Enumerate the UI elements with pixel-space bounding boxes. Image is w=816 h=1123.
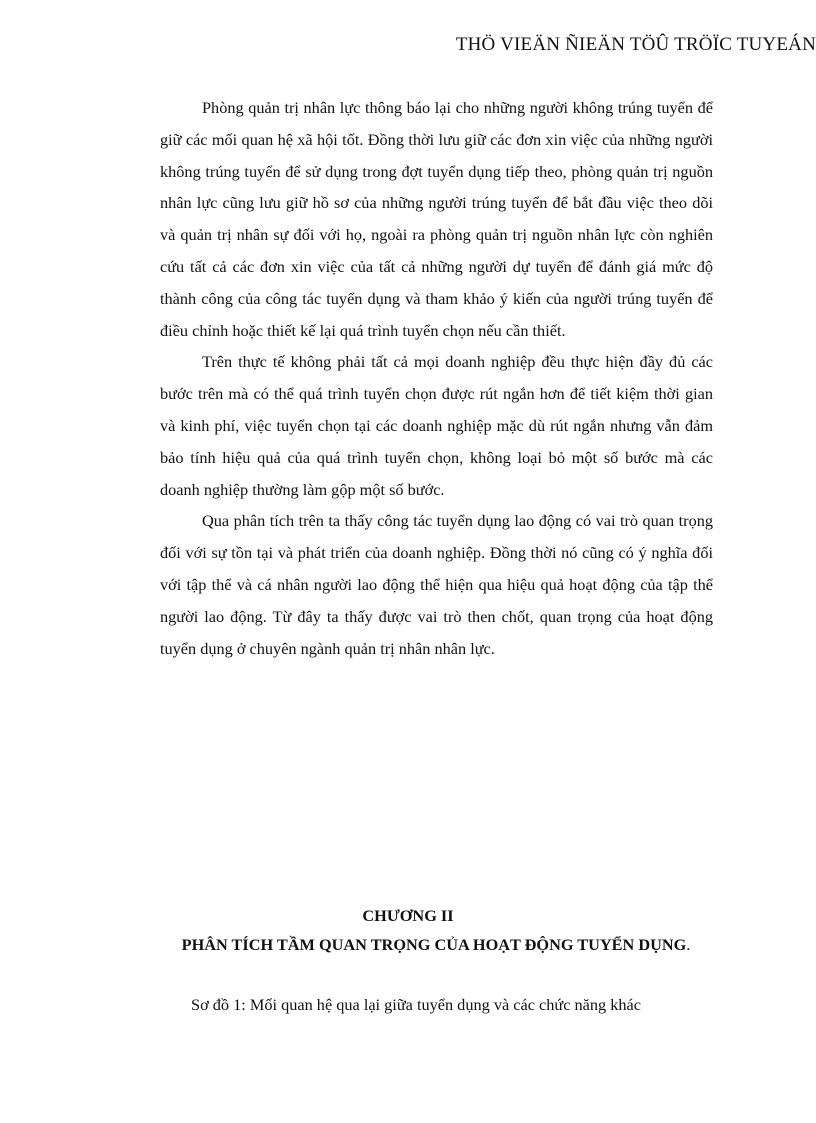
figure-caption: Sơ đồ 1: Mối quan hệ qua lại giữa tuyển dụng và các chức năng khác	[191, 995, 641, 1014]
paragraph-3: Qua phân tích trên ta thấy công tác tuyển dụng lao động có vai trò quan trọng đối với sự tồn tại và phát triển của doanh nghiệp. Đồng thời nó cũng có ý nghĩa đối với tập thể và cá nhân người lao động thể hiện qua hiệu quả hoạt động của tập thể người lao động. Từ đây ta thấy được vai trò then chốt, quan trọng của hoạt động tuyển dụng ở chuyên ngành quản trị nhân nhân lực.	[160, 511, 713, 658]
running-header: THÖ VIEÄN ÑIEÄN TÖÛ TRÖÏC TUYEÁN	[455, 34, 816, 55]
chapter-number: CHƯƠNG II	[362, 906, 454, 925]
chapter-title-text: PHÂN TÍCH TẦM QUAN TRỌNG CỦA HOẠT ĐỘNG TUYỂN DỤNG	[181, 935, 687, 954]
paragraph-2: Trên thực tế không phải tất cả mọi doanh nghiệp đều thực hiện đầy đủ các bước trên mà có thể quá trình tuyển chọn được rút ngắn hơn để tiết kiệm thời gian và kinh phí, việc tuyển chọn tại các doanh nghiệp mặc dù rút ngắn nhưng vẫn đảm bảo tính hiệu quả của quá trình tuyển chọn, không loại bỏ một số bước mà các doanh nghiệp thường làm gộp một số bước.	[160, 352, 713, 499]
body-text	[160, 92, 713, 664]
chapter-title	[0, 929, 816, 961]
paragraph-1: Phòng quản trị nhân lực thông báo lại cho những người không trúng tuyển để giữ các mối quan hệ xã hội tốt. Đồng thời lưu giữ các đơn xin việc của những người không trúng tuyển để sử dụng trong đợt tuyển dụng tiếp theo, phòng quản trị nguồn nhân lực cũng lưu giữ hồ sơ của những người trúng tuyển để bắt đầu việc theo dõi và quản trị nhân sự đối với họ, ngoài ra phòng quản trị nguồn nhân lực còn nghiên cứu tất cả các đơn xin việc của tất cả những người dự tuyển để đánh giá mức độ thành công của công tác tuyển dụng và tham khảo ý kiến của người trúng tuyển để điều chỉnh hoặc thiết kế lại quá trình tuyển chọn nếu cần thiết.	[160, 98, 713, 340]
chapter-title-period: .	[686, 935, 691, 954]
